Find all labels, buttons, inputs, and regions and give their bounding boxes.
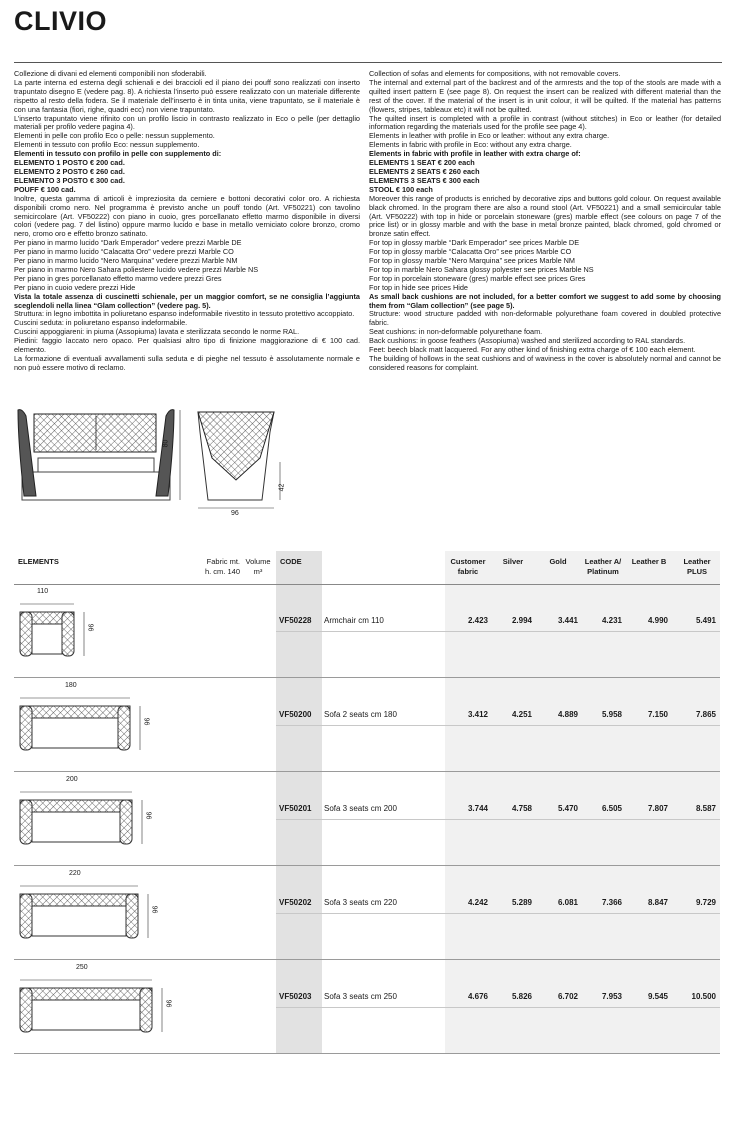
text-line: For top in glossy marble “Dark Emperador” see prices Marble DE — [369, 238, 580, 248]
arm-height-label: 42 — [278, 483, 286, 492]
text-line: POUFF € 100 cad. — [14, 184, 76, 194]
text-line: Per piano in cuoio vedere prezzi Hide — [14, 282, 136, 292]
text-line: The building of hollows in the seat cushions and of waviness in the cover is absolutely normal and cannot be considered reasons for complaint. — [369, 354, 721, 372]
text-line: ELEMENTO 1 POSTO € 200 cad. — [14, 158, 125, 168]
price-cell: 5.289 — [511, 898, 532, 907]
text-line: Cuscini appoggiareni: in piuma (Assopiuma) lavata e sterilizzata secondo le norme RAL. — [14, 327, 300, 337]
text-line: For top in porcelain stoneware (gres) marble effect see prices Gres — [369, 273, 586, 283]
sofa-width-label: 180 — [65, 682, 77, 689]
text-line: Elements in leather with profile in Eco or leather: without any extra charge. — [369, 131, 610, 141]
price-cell: 4.242 — [467, 898, 488, 907]
sofa-depth-label: 96 — [142, 717, 150, 726]
table-row — [14, 960, 720, 1054]
row-subdivider — [276, 631, 720, 632]
price-cell: 8.587 — [695, 804, 716, 813]
volume-header-1: Volume — [245, 557, 271, 566]
article-description: Armchair cm 110 — [324, 616, 384, 625]
text-line: La parte interna ed esterna degli schienali e dei braccioli ed il piano dei pouff sono realizzati con inserto trapuntato disegno E (vedere pag. 8). A richiesta l’inserto può essere realizzato con un materiale differente rispetto al resto della fodera. Se il materiale dell’inserto è in tinta unita, viene trapuntato, se il materiale è con una fantasia (fiori, righe, quadri ecc) non viene trapuntato. — [14, 77, 360, 114]
text-line: Per piano in marmo Nero Sahara poliestere lucido vedere prezzi Marble NS — [14, 264, 259, 274]
row-divider — [14, 1053, 720, 1054]
customer-header-1: Customer — [450, 557, 486, 566]
table-row — [14, 584, 720, 678]
sofa-top-view — [18, 966, 180, 1046]
height-label: 80 — [162, 439, 170, 448]
row-subdivider — [276, 725, 720, 726]
fabric-header-1: Fabric mt. — [206, 557, 240, 566]
price-cell: 3.412 — [467, 710, 488, 719]
row-subdivider — [276, 913, 720, 914]
leather-plus-header-2: PLUS — [686, 567, 707, 576]
text-line: Elements in fabric with profile in leather with extra charge of: — [369, 149, 581, 159]
price-cell: 10.500 — [691, 992, 716, 1001]
title-rule — [14, 62, 722, 63]
text-line: For top in glossy marble “Nero Marquina” see prices Marble NM — [369, 256, 576, 266]
text-line: As small back cushions are not included, for a better comfort we suggest to add some by choosing them from “Glam collection” (see page 5). — [369, 291, 721, 310]
price-cell: 4.990 — [647, 616, 668, 625]
volume-header-2: m³ — [253, 567, 263, 576]
text-line: Structure: wood structure padded with non-deformable polyurethane foam covered in doubled protective fabric. — [369, 309, 721, 328]
code-header: CODE — [280, 557, 302, 566]
article-code: VF50201 — [279, 804, 312, 813]
article-code: VF50202 — [279, 898, 312, 907]
text-line: Elementi in tessuto con profilo Eco: nessun supplemento. — [14, 140, 200, 150]
gold-header: Gold — [549, 557, 567, 566]
price-cell: 2.423 — [467, 616, 488, 625]
text-line: STOOL € 100 each — [369, 184, 433, 194]
price-table — [14, 551, 720, 1008]
article-description: Sofa 3 seats cm 200 — [324, 804, 397, 813]
leather-plus-header-1: Leather — [683, 557, 711, 566]
silver-header: Silver — [502, 557, 524, 566]
table-header — [14, 551, 720, 585]
article-description: Sofa 3 seats cm 220 — [324, 898, 397, 907]
sofa-width-label: 250 — [76, 964, 88, 971]
text-line: Elementi in tessuto con profilo in pelle con supplemento di: — [14, 149, 222, 159]
text-line: For top in marble Nero Sahara glossy polyester see prices Marble NS — [369, 264, 594, 274]
text-line: Inoltre, questa gamma di articoli è impreziosita da cerniere e bottoni decorativi color oro. A richiesta disponibili cromo nero. Nel programma è previsto anche un pouff tondo (Art. VF50221) con tavolino semicircolare (Art. VF50222) con piano in cuoio, gres porcellanato effetto marmo disponibile in diversi colori (vedere pag. 7 del listino) oppure marmo lucido e base in metallo verniciato colore bronzo, cromo nero, cromo oro e effetto bronzo satinato. — [14, 193, 360, 239]
price-cell: 4.676 — [467, 992, 488, 1001]
text-line: Per piano in marmo lucido “Dark Emperador” vedere prezzi Marble DE — [14, 238, 242, 248]
text-line: La formazione di eventuali avvallamenti sulla seduta e di pieghe nel tessuto è assolutamente normale e non può essere motivo di reclamo. — [14, 354, 360, 372]
text-line: Per piano in gres porcellanato effetto marmo vedere prezzi Gres — [14, 273, 222, 283]
price-cell: 5.826 — [511, 992, 532, 1001]
text-line: Collection of sofas and elements for compositions, with not removable covers. — [369, 69, 621, 78]
description-italian — [14, 70, 360, 373]
article-description: Sofa 2 seats cm 180 — [324, 710, 397, 719]
sofa-dimension-diagram — [12, 402, 312, 522]
price-cell: 6.505 — [601, 804, 622, 813]
price-cell: 7.150 — [647, 710, 668, 719]
front-view — [18, 410, 180, 500]
price-cell: 7.953 — [601, 992, 622, 1001]
price-cell: 2.994 — [511, 616, 532, 625]
sofa-depth-label: 96 — [164, 999, 172, 1008]
text-line: Per piano in marmo lucido “Nero Marquina” vedere prezzi Marble NM — [14, 256, 238, 266]
page-title: CLIVIO — [14, 6, 108, 36]
price-cell: 4.251 — [511, 710, 532, 719]
depth-label: 96 — [231, 510, 239, 517]
price-cell: 4.758 — [511, 804, 532, 813]
table-row — [14, 772, 720, 866]
leather-a-header-1: Leather A/ — [584, 557, 622, 566]
side-view — [198, 412, 280, 508]
sofa-width-label: 110 — [37, 588, 49, 595]
row-subdivider — [276, 819, 720, 820]
article-description: Sofa 3 seats cm 250 — [324, 992, 397, 1001]
price-cell: 9.729 — [695, 898, 716, 907]
price-cell: 3.441 — [557, 616, 578, 625]
leather-b-header: Leather B — [631, 557, 667, 566]
text-line: Vista la totale assenza di cuscinetti schienale, per un maggior comfort, se ne consiglia l’aggiunta sceglendoli nella linea “Glam collection” (vedere pag. 5). — [14, 291, 360, 310]
text-line: Piedini: faggio laccato nero opaco. Per qualsiasi altro tipo di finizione maggiorazione di € 100 cad. elemento. — [14, 336, 360, 355]
elements-header: ELEMENTS — [18, 557, 59, 566]
price-cell: 7.807 — [647, 804, 668, 813]
sofa-width-label: 220 — [69, 870, 81, 877]
text-line: Back cushions: in goose feathers (Assopiuma) washed and sterilized according to RAL standards. — [369, 336, 686, 346]
description-english — [369, 70, 721, 373]
customer-header-2: fabric — [457, 567, 479, 576]
text-line: Per piano in marmo lucido “Calacatta Oro” vedere prezzi Marble CO — [14, 247, 234, 257]
text-line: ELEMENTS 1 SEAT € 200 each — [369, 158, 475, 168]
text-line: Elementi in pelle con profilo Eco o pelle: nessun supplemento. — [14, 131, 215, 141]
sofa-depth-label: 96 — [150, 905, 158, 914]
price-cell: 5.470 — [557, 804, 578, 813]
sofa-top-view — [18, 684, 158, 764]
text-line: Feet: beech black matt lacquered. For any other kind of finishing extra charge of € 100 each element. — [369, 345, 696, 355]
text-line: The internal and external part of the backrest and of the armrests and the top of the stools are made with a quilted insert pattern E (see page 8). On request the insert can be realized with different material than the rest of the cover. If the material of the insert is in unit colour, it will be quilted. If the material has patterns (flowers, stripes, tableaux etc) it will not be quilted. — [369, 77, 721, 114]
row-subdivider — [276, 1007, 720, 1008]
sofa-top-view — [18, 872, 166, 952]
price-cell: 9.545 — [647, 992, 668, 1001]
article-code: VF50200 — [279, 710, 312, 719]
text-line: Struttura: in legno imbottita in poliuretano espanso indeformabile rivestito in tessuto protettivo accoppiato. — [14, 309, 355, 319]
price-cell: 8.847 — [647, 898, 668, 907]
text-line: Seat cushions: in non-deformable polyurethane foam. — [369, 327, 543, 337]
price-cell: 6.702 — [557, 992, 578, 1001]
price-cell: 3.744 — [467, 804, 488, 813]
sofa-top-view — [18, 778, 160, 858]
text-line: ELEMENTS 3 SEATS € 300 each — [369, 175, 480, 185]
price-cell: 6.081 — [557, 898, 578, 907]
price-cell: 4.889 — [557, 710, 578, 719]
sofa-width-label: 200 — [66, 776, 78, 783]
text-line: L’inserto trapuntato viene rifinito con un profilo liscio in contrasto realizzato in Eco o pelle (per dettaglio materiali per profilo vedere pagina 4). — [14, 113, 360, 132]
text-line: The quilted insert is completed with a profile in contrast (without stitches) in Eco or leather (for detailed information regarding the materials used for the profile see page 4). — [369, 113, 721, 132]
article-code: VF50203 — [279, 992, 312, 1001]
price-cell: 4.231 — [601, 616, 622, 625]
leather-a-header-2: Platinum — [587, 567, 619, 576]
fabric-header-2: h. cm. 140 — [204, 567, 240, 576]
text-line: Cuscini seduta: in poliuretano espanso indeformabile. — [14, 318, 188, 328]
price-cell: 5.958 — [601, 710, 622, 719]
text-line: For top in glossy marble “Calacatta Oro” see prices Marble CO — [369, 247, 572, 257]
price-cell: 7.865 — [695, 710, 716, 719]
text-line: ELEMENTS 2 SEATS € 260 each — [369, 166, 480, 176]
sofa-depth-label: 96 — [144, 811, 152, 820]
sofa-depth-label: 96 — [86, 623, 94, 632]
text-line: Elements in fabric with profile in Eco: without any extra charge. — [369, 140, 572, 150]
article-code: VF50228 — [279, 616, 312, 625]
text-line: For top in hide see prices Hide — [369, 282, 468, 292]
text-line: ELEMENTO 3 POSTO € 300 cad. — [14, 175, 125, 185]
table-row — [14, 866, 720, 960]
text-line: ELEMENTO 2 POSTO € 260 cad. — [14, 166, 125, 176]
text-line: Moreover this range of products is enriched by decorative zips and buttons gold colour. On request available black chromed. In the program there are also a round stool (Art. VF50221) and a small semicircular table (Art. VF50222) with top in hide or porcelain stoneware (gres) marble effect (see colours on page 7 of the price list) or in glossy marble and with the base in metal bronze painted, black chromed, gold chromed or bronze satin effect. — [369, 193, 721, 239]
price-cell: 5.491 — [695, 616, 716, 625]
text-line: Collezione di divani ed elementi componibili non sfoderabili. — [14, 69, 207, 78]
table-row — [14, 678, 720, 772]
price-cell: 7.366 — [601, 898, 622, 907]
